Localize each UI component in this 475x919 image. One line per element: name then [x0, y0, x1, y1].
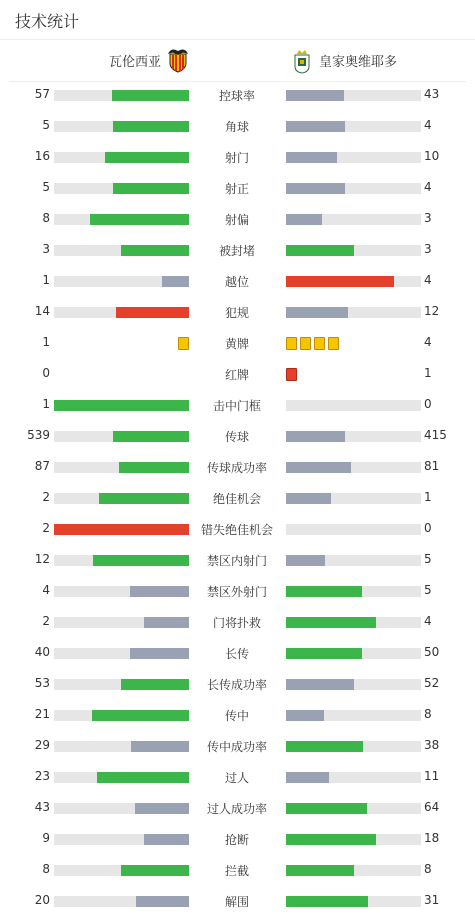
away-value: 81	[424, 459, 440, 473]
away-bar-track	[286, 524, 421, 535]
home-bar-track	[54, 586, 189, 597]
stat-label: 射偏	[224, 213, 249, 227]
away-value: 1	[424, 490, 432, 504]
away-bar-track	[286, 431, 421, 442]
away-bar-track	[286, 462, 421, 473]
home-value: 9	[42, 831, 50, 845]
home-bar-fill	[136, 896, 189, 907]
stat-label: 门将扑救	[212, 616, 261, 630]
home-bar-track	[54, 648, 189, 659]
stat-label: 传中	[224, 709, 249, 723]
stat-label: 犯规	[224, 306, 249, 320]
away-bar-fill	[286, 586, 362, 597]
stat-row	[0, 515, 475, 546]
home-value: 8	[42, 211, 50, 225]
away-bar-fill	[286, 90, 344, 101]
home-bar-track	[54, 462, 189, 473]
home-value: 29	[34, 738, 50, 752]
home-bar-fill	[121, 245, 189, 256]
home-bar-track	[54, 524, 189, 535]
home-cards	[178, 337, 189, 350]
away-value: 43	[424, 87, 440, 101]
stat-label: 传中成功率	[206, 740, 267, 754]
away-bar-track	[286, 214, 421, 225]
home-value: 1	[42, 335, 50, 349]
home-bar-track	[54, 183, 189, 194]
away-bar-fill	[286, 307, 348, 318]
away-bar-track	[286, 586, 421, 597]
yellow-card-icon	[328, 337, 339, 350]
home-bar-track	[54, 865, 189, 876]
home-bar-track	[54, 741, 189, 752]
home-value: 2	[42, 521, 50, 535]
away-bar-fill	[286, 214, 322, 225]
oviedo-crown-crest-icon	[293, 48, 311, 74]
stat-row	[0, 329, 475, 360]
away-value: 52	[424, 676, 440, 690]
away-bar-track	[286, 710, 421, 721]
stat-label: 过人	[224, 771, 249, 785]
stat-row	[0, 608, 475, 639]
home-bar-fill	[113, 121, 189, 132]
home-value: 43	[34, 800, 50, 814]
stat-row	[0, 732, 475, 763]
away-value: 3	[424, 211, 432, 225]
home-bar-track	[54, 617, 189, 628]
home-bar-fill	[116, 307, 189, 318]
stat-label: 控球率	[218, 89, 255, 103]
away-bar-fill	[286, 617, 376, 628]
home-bar-track	[54, 245, 189, 256]
away-bar-fill	[286, 834, 376, 845]
home-value: 2	[42, 614, 50, 628]
home-value: 3	[42, 242, 50, 256]
away-bar-track	[286, 617, 421, 628]
home-value: 1	[42, 397, 50, 411]
away-value: 5	[424, 583, 432, 597]
stat-label: 被封堵	[218, 244, 255, 258]
stat-label: 长传	[224, 647, 249, 661]
away-value: 4	[424, 180, 432, 194]
away-value: 4	[424, 335, 432, 349]
home-bar-fill	[105, 152, 189, 163]
home-bar-track	[54, 276, 189, 287]
home-bar-fill	[99, 493, 189, 504]
away-bar-track	[286, 834, 421, 845]
away-value: 3	[424, 242, 432, 256]
home-bar-fill	[54, 400, 189, 411]
away-bar-fill	[286, 803, 367, 814]
away-bar-fill	[286, 896, 368, 907]
home-bar-fill	[130, 648, 189, 659]
stat-label: 射门	[224, 151, 249, 165]
away-value: 8	[424, 707, 432, 721]
home-value: 14	[34, 304, 50, 318]
away-bar-track	[286, 648, 421, 659]
home-value: 23	[34, 769, 50, 783]
stat-label: 长传成功率	[206, 678, 267, 692]
away-value: 4	[424, 614, 432, 628]
stat-row	[0, 267, 475, 298]
away-value: 10	[424, 149, 440, 163]
away-value: 0	[424, 397, 432, 411]
away-value: 11	[424, 769, 440, 783]
away-bar-fill	[286, 431, 345, 442]
stat-row	[0, 236, 475, 267]
stat-row	[0, 794, 475, 825]
stat-label: 解围	[224, 895, 249, 909]
away-bar-track	[286, 896, 421, 907]
away-value: 8	[424, 862, 432, 876]
stat-label: 拦截	[224, 864, 249, 878]
home-bar-fill	[121, 679, 189, 690]
away-bar-fill	[286, 462, 351, 473]
away-value: 12	[424, 304, 440, 318]
home-bar-track	[54, 679, 189, 690]
stat-label: 禁区内射门	[206, 554, 267, 568]
away-bar-fill	[286, 152, 337, 163]
stat-label: 黄牌	[224, 337, 249, 351]
yellow-card-icon	[314, 337, 325, 350]
away-bar-track	[286, 183, 421, 194]
home-bar-fill	[54, 524, 189, 535]
away-bar-fill	[286, 679, 354, 690]
home-bar-track	[54, 493, 189, 504]
stat-label: 击中门框	[212, 399, 261, 413]
away-bar-fill	[286, 276, 394, 287]
stat-label: 传球	[224, 430, 249, 444]
away-bar-track	[286, 400, 421, 411]
home-bar-track	[54, 214, 189, 225]
away-bar-track	[286, 679, 421, 690]
stat-label: 红牌	[224, 368, 249, 382]
stat-label: 角球	[224, 120, 249, 134]
home-bar-fill	[130, 586, 189, 597]
away-value: 38	[424, 738, 440, 752]
away-bar-track	[286, 90, 421, 101]
home-bar-track	[54, 400, 189, 411]
away-bar-fill	[286, 741, 363, 752]
home-bar-fill	[93, 555, 189, 566]
away-bar-track	[286, 493, 421, 504]
home-team-name: 瓦伦西亚	[108, 55, 161, 70]
home-bar-track	[54, 555, 189, 566]
away-bar-track	[286, 741, 421, 752]
away-bar-track	[286, 121, 421, 132]
home-bar-fill	[144, 834, 189, 845]
away-bar-fill	[286, 865, 354, 876]
away-bar-track	[286, 865, 421, 876]
away-cards	[286, 337, 339, 350]
stat-row	[0, 143, 475, 174]
stat-row	[0, 112, 475, 143]
home-bar-track	[54, 710, 189, 721]
home-bar-track	[54, 803, 189, 814]
stat-row	[0, 577, 475, 608]
home-value: 21	[34, 707, 50, 721]
home-bar-track	[54, 834, 189, 845]
home-value: 12	[34, 552, 50, 566]
stat-label: 过人成功率	[206, 802, 267, 816]
away-value: 415	[424, 428, 447, 442]
away-bar-track	[286, 772, 421, 783]
away-bar-track	[286, 307, 421, 318]
stat-label: 绝佳机会	[212, 492, 261, 506]
away-bar-fill	[286, 710, 324, 721]
home-value: 40	[34, 645, 50, 659]
stat-row	[0, 422, 475, 453]
teams-bar	[9, 40, 466, 82]
stat-row	[0, 360, 475, 391]
valencia-bat-crest-icon	[167, 47, 189, 73]
home-value: 0	[42, 366, 50, 380]
stat-row	[0, 205, 475, 236]
away-value: 50	[424, 645, 440, 659]
away-bar-fill	[286, 245, 354, 256]
home-value: 8	[42, 862, 50, 876]
away-bar-fill	[286, 772, 329, 783]
home-bar-fill	[113, 183, 189, 194]
home-bar-track	[54, 90, 189, 101]
away-value: 0	[424, 521, 432, 535]
home-bar-fill	[112, 90, 189, 101]
away-value: 1	[424, 366, 432, 380]
away-cards	[286, 368, 297, 381]
away-bar-track	[286, 245, 421, 256]
home-bar-fill	[97, 772, 189, 783]
stat-label: 射正	[224, 182, 249, 196]
yellow-card-icon	[300, 337, 311, 350]
away-bar-track	[286, 803, 421, 814]
stat-row	[0, 174, 475, 205]
stat-row	[0, 546, 475, 577]
home-bar-track	[54, 431, 189, 442]
home-bar-track	[54, 896, 189, 907]
home-bar-track	[54, 152, 189, 163]
stat-row	[0, 484, 475, 515]
stat-label: 越位	[224, 275, 249, 289]
stat-label: 抢断	[224, 833, 249, 847]
away-value: 4	[424, 118, 432, 132]
away-bar-track	[286, 152, 421, 163]
stat-row	[0, 856, 475, 887]
away-bar-track	[286, 276, 421, 287]
home-value: 1	[42, 273, 50, 287]
home-value: 5	[42, 118, 50, 132]
home-value: 2	[42, 490, 50, 504]
page-title: 技术统计	[15, 12, 80, 31]
home-bar-fill	[92, 710, 189, 721]
stat-row	[0, 639, 475, 670]
home-bar-fill	[90, 214, 189, 225]
stat-row	[0, 298, 475, 329]
stat-row	[0, 887, 475, 918]
away-bar-fill	[286, 493, 331, 504]
away-team-name: 皇家奥维耶多	[319, 55, 398, 70]
home-value: 57	[34, 87, 50, 101]
home-value: 20	[34, 893, 50, 907]
away-value: 4	[424, 273, 432, 287]
yellow-card-icon	[178, 337, 189, 350]
away-value: 31	[424, 893, 440, 907]
home-bar-fill	[113, 431, 189, 442]
home-value: 4	[42, 583, 50, 597]
stat-label: 传球成功率	[206, 461, 267, 475]
home-value: 539	[27, 428, 50, 442]
stats-header	[0, 0, 475, 40]
home-bar-fill	[162, 276, 189, 287]
home-bar-fill	[121, 865, 189, 876]
yellow-card-icon	[286, 337, 297, 350]
away-bar-fill	[286, 555, 325, 566]
home-bar-track	[54, 772, 189, 783]
home-bar-fill	[119, 462, 189, 473]
home-bar-track	[54, 307, 189, 318]
away-value: 18	[424, 831, 440, 845]
stat-label: 禁区外射门	[206, 585, 267, 599]
away-bar-fill	[286, 121, 345, 132]
stat-row	[0, 391, 475, 422]
stat-row	[0, 701, 475, 732]
home-value: 5	[42, 180, 50, 194]
away-bar-fill	[286, 648, 362, 659]
home-value: 16	[34, 149, 50, 163]
stat-row	[0, 81, 475, 112]
away-value: 5	[424, 552, 432, 566]
away-value: 64	[424, 800, 440, 814]
red-card-icon	[286, 368, 297, 381]
stat-row	[0, 763, 475, 794]
home-value: 87	[34, 459, 50, 473]
away-bar-track	[286, 555, 421, 566]
stat-label: 错失绝佳机会	[200, 523, 273, 537]
home-value: 53	[34, 676, 50, 690]
stat-row	[0, 453, 475, 484]
home-bar-fill	[144, 617, 189, 628]
home-bar-fill	[131, 741, 189, 752]
home-bar-fill	[135, 803, 189, 814]
stat-row	[0, 825, 475, 856]
home-bar-track	[54, 121, 189, 132]
away-bar-fill	[286, 183, 345, 194]
stat-row	[0, 670, 475, 701]
